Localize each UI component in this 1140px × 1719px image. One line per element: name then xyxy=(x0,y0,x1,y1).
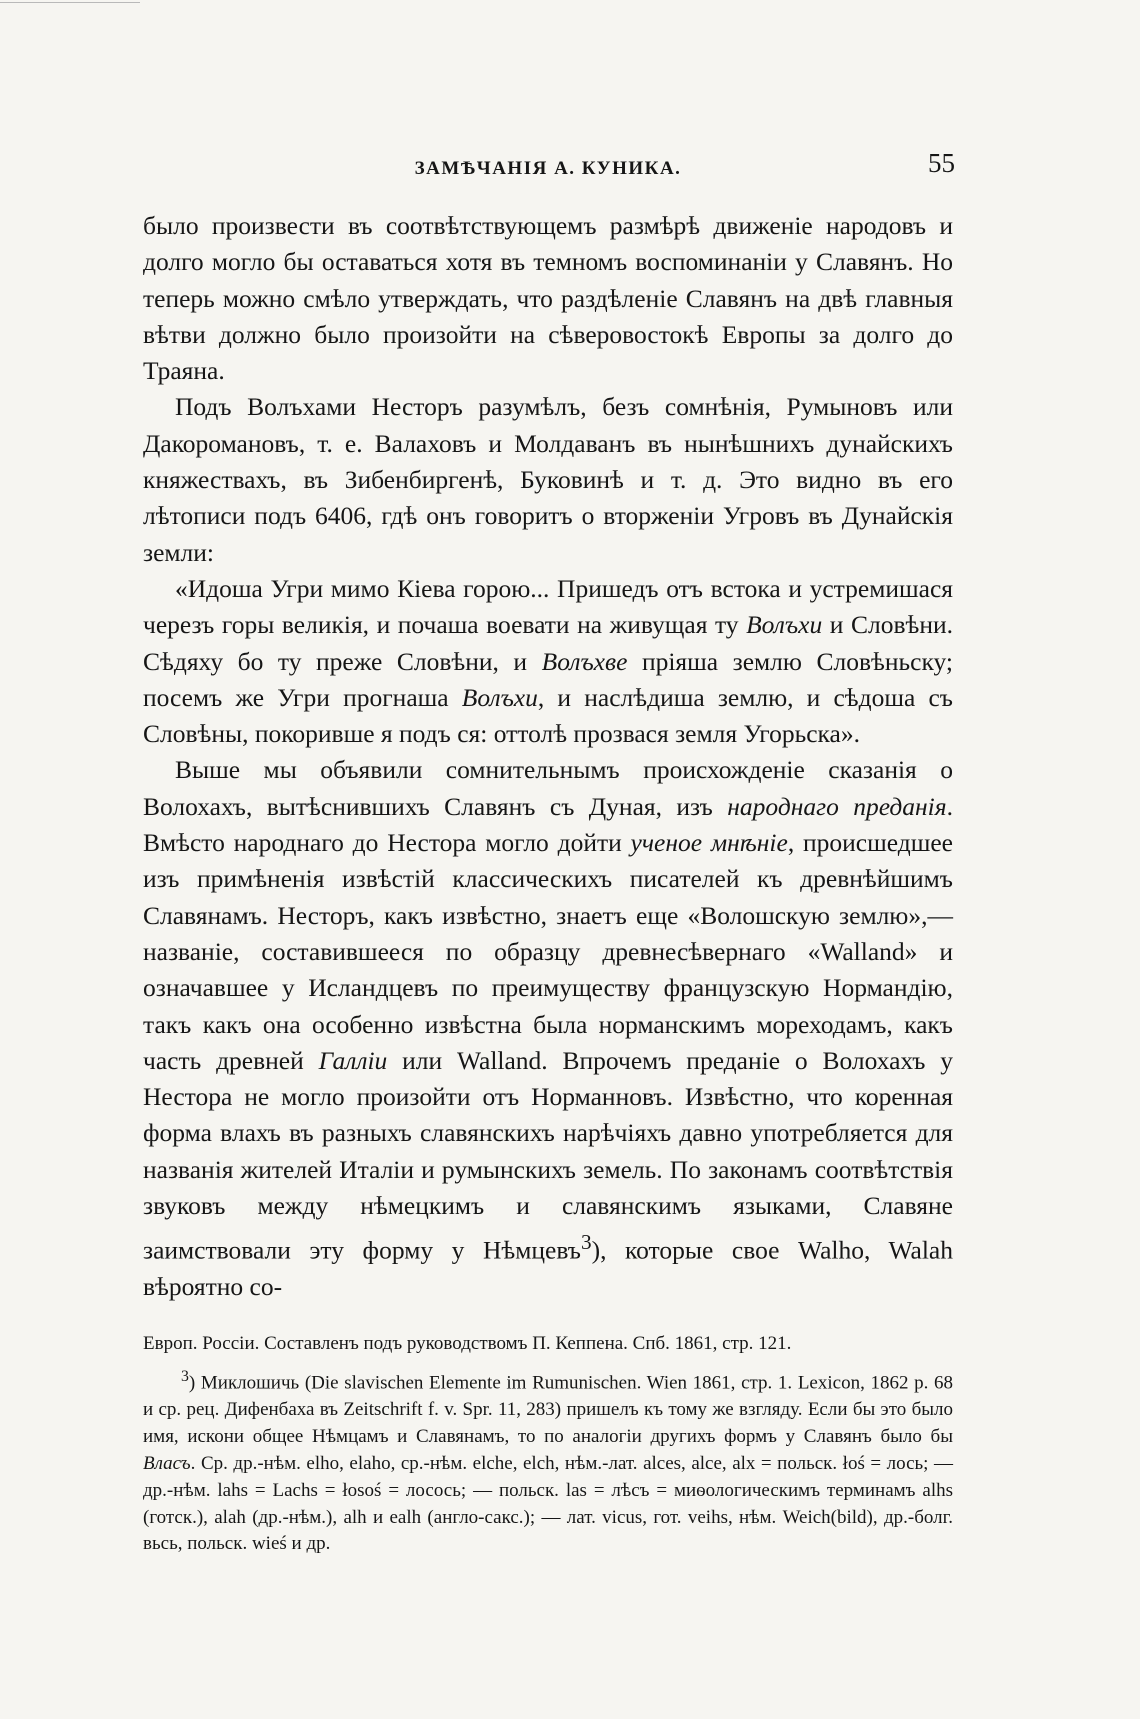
quote-text-2: и Словѣни. Сѣдяху бо ту преже Словѣни, и xyxy=(143,610,954,676)
quote-text-3: пріяша землю Словѣньску; посемъ же Угри прогнаша xyxy=(143,646,953,712)
footnote-3-text-2: . Ср. др.-нѣм. elho, elaho, ср.-нѣм. elche, elch, нѣм.-лат. alces, alce, alx = польск. łoś = лось; — др.-нѣм. lahs = Lachs = łosoś = лосось; — польск. las = лѣсъ = миѳологическимъ терминамъ alhs (готск.), alah (др.-нѣм.), alh и ealh (англо-сакс.); — лат. vicus, гот. veihs, нѣм. Weich(bild), др.-болг. вьсь, польск. wieś и др. xyxy=(143,1452,953,1555)
p3-text-4: или Walland. Впрочемъ преданіе о Волохахъ у Нестора не могло произойти отъ Норманновъ. Извѣстно, что коренная форма влахъ въ разныхъ славянскихъ нарѣчіяхъ давно употребляется для названія жителей Италіи и румынскихъ земель. По законамъ соотвѣтствія звуковъ между нѣмецкимъ и славянскимъ языками, Славяне заимствовали эту форму у Нѣмцевъ xyxy=(143,1045,953,1265)
footnote-ref-3: 3 xyxy=(580,1230,592,1255)
p3-emphasis-1: народнаго преданія xyxy=(727,791,947,821)
quote-emphasis-1: Волъхи xyxy=(746,610,823,640)
footnote-3 xyxy=(143,1364,953,1558)
p3-text-2: . Вмѣсто народнаго до Нестора могло дойти xyxy=(143,791,953,858)
paragraph-3 xyxy=(143,752,953,1305)
quote-text-1: «Идоша Угри мимо Кіева горою... Пришедъ отъ встока и устремишася черезъ горы великія, и почаша воевати на живущая ту xyxy=(143,573,953,640)
p3-text-1: Выше мы объявили сомнительнымъ происхожденіе сказанія о Волохахъ, вытѣснившихъ Славянъ съ Дуная, изъ xyxy=(143,755,953,821)
book-page xyxy=(143,140,953,1558)
footnote-3-emphasis: Власъ xyxy=(143,1452,191,1474)
paragraph-1: было произвести въ соотвѣтствующемъ размѣрѣ движеніе народовъ и долго могло бы оставаться хотя въ темномъ воспоминаніи у Славянъ. Но теперь можно смѣло утверждать, что раздѣленіе Славянъ на двѣ главныя вѣтви должно было произойти на сѣверовостокѣ Европы за долго до Траяна. xyxy=(143,211,953,386)
p3-emphasis-2: ученое мнѣніе xyxy=(630,828,788,858)
page-header xyxy=(143,140,953,184)
main-text xyxy=(143,208,953,1305)
running-head: ЗАМѢЧАНІЯ А. КУНИКА. xyxy=(414,158,682,179)
footnote-3-text-1: ) Миклошичь (Die slavischen Elemente im Rumunischen. Wien 1861, стр. 1. Lexicon, 1862 p. 68 и ср. рец. Дифенбаха въ Zeitschrift f. v. Spr. 11, 283) пришелъ къ тому же взгляду. Если бы это было имя, искони общее Нѣмцамъ и Славянамъ, то по аналогіи другихъ формъ у Славянъ было бы xyxy=(143,1372,953,1448)
quote-emphasis-2: Волъхве xyxy=(541,646,628,676)
footnotes xyxy=(143,1331,953,1558)
top-edge-mark xyxy=(0,2,140,3)
p3-text-5: ), которые свое Walho, Walah вѣроятно со- xyxy=(143,1235,953,1302)
p3-text-3: , происшедшее изъ примѣненія извѣстій классическихъ писателей къ древнѣйшимъ Славянамъ. Несторъ, какъ извѣстно, знаетъ еще «Волошскую землю»,—названіе, составившееся по образцу древнесѣвернаго «Walland» и означавшее у Исландцевъ по преимуществу французскую Нормандію, такъ какъ она особенно извѣстна была норманскимъ мореходамъ, какъ часть древней xyxy=(143,828,953,1075)
quote-text-4: , и наслѣдиша землю, и сѣдоша съ Словѣны, покоривше я подъ ся: оттолѣ прозвася земля Угорьска». xyxy=(143,682,953,749)
footnote-continuation: Европ. Россіи. Составленъ подъ руководствомъ П. Кеппена. Спб. 1861, стр. 121. xyxy=(143,1333,792,1355)
footnote-3-marker: 3 xyxy=(181,1368,189,1386)
quote-emphasis-3: Волъхи xyxy=(461,682,538,712)
p3-emphasis-3: Галліи xyxy=(318,1045,388,1075)
chronicle-quote xyxy=(143,571,953,752)
paragraph-2: Подъ Волъхами Несторъ разумѣлъ, безъ сомнѣнія, Румыновъ или Дакоромановъ, т. е. Валаховъ и Молдаванъ въ нынѣшнихъ дунайскихъ княжествахъ, въ Зибенбиргенѣ, Буковинѣ и т. д. Это видно въ его лѣтописи подъ 6406, гдѣ онъ говоритъ о вторженіи Угровъ въ Дунайскія земли: xyxy=(143,392,953,567)
page-number: 55 xyxy=(928,148,955,178)
